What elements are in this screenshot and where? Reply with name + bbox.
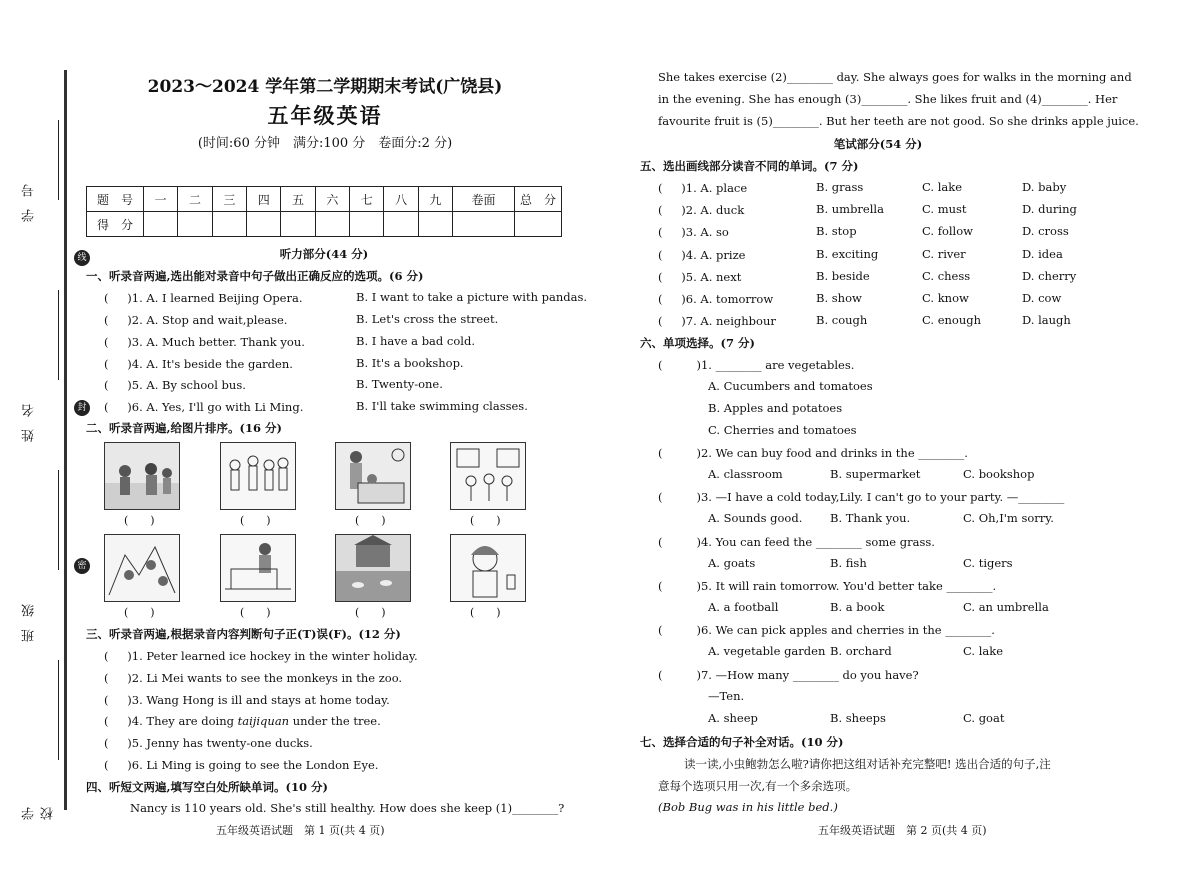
score-input-cell[interactable] bbox=[418, 212, 452, 237]
classroom-picture bbox=[450, 442, 526, 510]
score-input-cell[interactable] bbox=[247, 212, 281, 237]
class-line bbox=[58, 470, 59, 570]
s2-paren-7[interactable]: ( ) bbox=[355, 606, 386, 619]
s5-row-4-col-4: D. idea bbox=[1022, 246, 1063, 261]
sick-in-bed-picture bbox=[335, 442, 411, 510]
s6-q7-answer: —Ten. bbox=[708, 689, 745, 703]
s6-q4-opt-c: C. tigers bbox=[963, 556, 1013, 570]
s6-q3-opt-b: B. Thank you. bbox=[830, 511, 911, 525]
s5-row-7-col-2: B. cough bbox=[816, 313, 868, 328]
section-4-title: 四、听短文两遍,填写空白处所缺单词。(10 分) bbox=[86, 780, 328, 794]
s5-row-3-col-4: D. cross bbox=[1022, 224, 1069, 239]
s6-q6-opt-b: B. orchard bbox=[830, 644, 892, 658]
s4-line-2: She takes exercise (2)________ day. She always goes for walks in the morning and bbox=[658, 70, 1132, 84]
score-cell: 得 分 bbox=[87, 212, 144, 237]
s2-paren-8[interactable]: ( ) bbox=[470, 606, 501, 619]
student-id-label: 学 号 bbox=[22, 180, 37, 223]
s1-item-5b: B. Twenty-one. bbox=[356, 377, 443, 391]
s5-row-3-col-1: ( )3. A. so bbox=[658, 225, 729, 240]
s6-q7-opt-b: B. sheeps bbox=[830, 711, 886, 725]
section-2-title: 二、听录音两遍,给图片排序。(16 分) bbox=[86, 421, 282, 435]
s7-intro-1: 读一读,小虫鲍勃怎么啦?请你把这组对话补充完整吧! 选出合适的句子,注 bbox=[684, 757, 1051, 771]
s6-q3-opt-c: C. Oh,I'm sorry. bbox=[963, 511, 1054, 525]
score-input-cell[interactable] bbox=[281, 212, 315, 237]
s5-row-6-col-3: C. know bbox=[922, 291, 969, 305]
s3-item-4 bbox=[104, 713, 381, 729]
score-cell: 题 号 bbox=[87, 187, 144, 212]
s6-q6-opt-a: A. vegetable garden bbox=[708, 644, 826, 658]
school-line bbox=[58, 660, 59, 760]
s6-q4: ( )4. You can feed the ________ some grass. bbox=[658, 535, 935, 549]
score-cell: 八 bbox=[384, 187, 418, 212]
s5-row-4-col-1: ( )4. A. prize bbox=[658, 247, 746, 262]
score-cell: 卷面 bbox=[453, 187, 515, 212]
s3-item-1: ( )1. Peter learned ice hockey in the winter holiday. bbox=[104, 649, 418, 663]
score-cell: 七 bbox=[350, 187, 384, 212]
s1-item-2b: B. Let's cross the street. bbox=[356, 312, 499, 326]
s2-paren-3[interactable]: ( ) bbox=[355, 514, 386, 527]
section-5-title: 五、选出画线部分读音不同的单词。(7 分) bbox=[640, 159, 859, 173]
s5-row-3-col-3: C. follow bbox=[922, 224, 974, 239]
s5-row-1-col-3: C. lake bbox=[922, 180, 963, 194]
score-table-score-row bbox=[87, 212, 562, 237]
drawing-picture bbox=[220, 534, 296, 602]
s5-row-2-col-3: C. must bbox=[922, 202, 967, 217]
score-cell: 一 bbox=[144, 187, 178, 212]
score-table bbox=[86, 186, 562, 237]
s3-item-4-pre: ( )4. They are doing bbox=[104, 714, 238, 728]
s6-q5-opt-a: A. a football bbox=[708, 600, 779, 614]
s5-row-1-col-2: B. grass bbox=[816, 180, 864, 194]
s5-row-1-col-4: D. baby bbox=[1022, 180, 1067, 194]
s4-line-4: favourite fruit is (5)________. But her teeth are not good. So she drinks apple juice. bbox=[658, 114, 1139, 128]
section-1-title: 一、听录音两遍,选出能对录音中句子做出正确反应的选项。(6 分) bbox=[86, 269, 424, 283]
section-3-title: 三、听录音两遍,根据录音内容判断句子正(T)误(F)。(12 分) bbox=[86, 627, 401, 641]
s2-paren-4[interactable]: ( ) bbox=[470, 514, 501, 527]
binding-margin bbox=[18, 60, 87, 820]
s6-q2-opt-a: A. classroom bbox=[708, 467, 783, 481]
s1-item-4a: ( )4. A. It's beside the garden. bbox=[104, 357, 293, 371]
s5-row-2-col-2: B. umbrella bbox=[816, 202, 884, 217]
s6-q5-opt-b: B. a book bbox=[830, 600, 885, 614]
s5-row-5-col-3: C. chess bbox=[922, 268, 971, 283]
s5-row-5-col-4: D. cherry bbox=[1022, 268, 1077, 283]
score-input-cell[interactable] bbox=[315, 212, 349, 237]
s6-q1-opt-a: A. Cucumbers and tomatoes bbox=[708, 379, 873, 393]
s6-q6-opt-c: C. lake bbox=[963, 644, 1004, 658]
s5-row-1-col-1: ( )1. A. place bbox=[658, 181, 748, 195]
s5-row-6-col-2: B. show bbox=[816, 291, 862, 305]
exam-title: 2023～2024 学年第二学期期末考试(广饶县) bbox=[147, 77, 503, 97]
score-input-cell[interactable] bbox=[178, 212, 212, 237]
score-input-cell[interactable] bbox=[350, 212, 384, 237]
s5-row-2-col-4: D. during bbox=[1022, 202, 1077, 217]
s6-q2-opt-c: C. bookshop bbox=[963, 467, 1035, 481]
girl-thinking-picture bbox=[450, 534, 526, 602]
score-cell: 九 bbox=[418, 187, 452, 212]
s2-paren-6[interactable]: ( ) bbox=[240, 606, 271, 619]
subject-title: 五年级英语 bbox=[267, 103, 383, 128]
monkeys-picture bbox=[104, 534, 180, 602]
opera-scene-picture bbox=[104, 442, 180, 510]
s6-q5: ( )5. It will rain tomorrow. You'd better take ________. bbox=[658, 579, 997, 593]
s5-row-7-col-3: C. enough bbox=[922, 313, 982, 328]
score-cell: 四 bbox=[247, 187, 281, 212]
s6-q4-opt-b: B. fish bbox=[830, 556, 867, 570]
writing-heading: 笔试部分(54 分) bbox=[833, 137, 923, 151]
s3-item-4-post: under the tree. bbox=[289, 714, 381, 728]
s7-intro-2: 意每个选项只用一次,有一个多余选项。 bbox=[658, 779, 858, 793]
s1-item-6a: ( )6. A. Yes, I'll go with Li Ming. bbox=[104, 400, 304, 414]
s3-item-4-italic: taijiquan bbox=[237, 714, 290, 728]
seal-mi: 密 bbox=[74, 558, 90, 574]
s5-row-3-col-2: B. stop bbox=[816, 224, 857, 239]
s4-line-3: in the evening. She has enough (3)________. She likes fruit and (4)________. Her bbox=[658, 92, 1118, 106]
score-input-cell[interactable] bbox=[515, 212, 562, 237]
s1-item-6b: B. I'll take swimming classes. bbox=[356, 399, 528, 413]
score-input-cell[interactable] bbox=[212, 212, 246, 237]
score-cell: 二 bbox=[178, 187, 212, 212]
s3-item-3: ( )3. Wang Hong is ill and stays at home today. bbox=[104, 693, 390, 707]
s5-row-4-col-2: B. exciting bbox=[816, 246, 879, 261]
student-id-line bbox=[58, 120, 59, 200]
seal-line: 线 bbox=[74, 250, 90, 266]
section-6-title: 六、单项选择。(7 分) bbox=[640, 336, 755, 350]
s1-item-3b: B. I have a bad cold. bbox=[356, 334, 475, 348]
s6-q3-opt-a: A. Sounds good. bbox=[708, 511, 803, 525]
s6-q7: ( )7. —How many ________ do you have? bbox=[658, 668, 919, 682]
family-picture bbox=[220, 442, 296, 510]
s1-item-1a: ( )1. A. I learned Beijing Opera. bbox=[104, 291, 303, 305]
score-table-header-row bbox=[87, 187, 562, 212]
score-cell: 总 分 bbox=[515, 187, 562, 212]
score-cell: 六 bbox=[315, 187, 349, 212]
seal-feng: 封 bbox=[74, 400, 90, 416]
score-input-cell[interactable] bbox=[384, 212, 418, 237]
score-input-cell[interactable] bbox=[144, 212, 178, 237]
s5-row-2-col-1: ( )2. A. duck bbox=[658, 203, 745, 218]
s5-row-7-col-4: D. laugh bbox=[1022, 313, 1071, 328]
s6-q1-opt-c: C. Cherries and tomatoes bbox=[708, 423, 857, 437]
s5-row-4-col-3: C. river bbox=[922, 246, 966, 261]
s5-row-6-col-4: D. cow bbox=[1022, 291, 1062, 305]
s5-row-6-col-1: ( )6. A. tomorrow bbox=[658, 292, 774, 306]
s1-item-5a: ( )5. A. By school bus. bbox=[104, 378, 246, 392]
s2-paren-5[interactable]: ( ) bbox=[124, 606, 155, 619]
s6-q1-opt-b: B. Apples and potatoes bbox=[708, 401, 843, 415]
school-label: 学 校 bbox=[22, 803, 56, 820]
section-7-title: 七、选择合适的句子补全对话。(10 分) bbox=[640, 735, 844, 749]
s6-q1: ( )1. ________ are vegetables. bbox=[658, 358, 855, 372]
s5-row-7-col-1: ( )7. A. neighbour bbox=[658, 314, 776, 329]
s6-q5-opt-c: C. an umbrella bbox=[963, 600, 1049, 614]
exam-info: (时间:60 分钟 满分:100 分 卷面分:2 分) bbox=[197, 136, 453, 151]
s6-q3: ( )3. —I have a cold today,Lily. I can't go to your party. —________ bbox=[658, 490, 1065, 504]
binding-line bbox=[64, 70, 67, 810]
s4-line-1: Nancy is 110 years old. She's still healthy. How does she keep (1)________? bbox=[130, 801, 565, 815]
s6-q2: ( )2. We can buy food and drinks in the ________. bbox=[658, 446, 968, 460]
s6-q7-opt-c: C. goat bbox=[963, 711, 1005, 725]
footer-left: 五年级英语试题 第 1 页(共 4 页) bbox=[216, 824, 385, 837]
s1-item-2a: ( )2. A. Stop and wait,please. bbox=[104, 313, 288, 327]
s2-paren-1[interactable]: ( ) bbox=[124, 514, 155, 527]
s5-row-5-col-2: B. beside bbox=[816, 268, 870, 283]
name-line bbox=[58, 290, 59, 380]
s6-q4-opt-a: A. goats bbox=[708, 556, 756, 570]
footer-right: 五年级英语试题 第 2 页(共 4 页) bbox=[818, 824, 987, 837]
s1-item-3a: ( )3. A. Much better. Thank you. bbox=[104, 335, 305, 349]
score-input-cell[interactable] bbox=[453, 212, 515, 237]
listening-heading: 听力部分(44 分) bbox=[279, 247, 369, 261]
s3-item-6: ( )6. Li Ming is going to see the London Eye. bbox=[104, 758, 379, 772]
s3-item-5: ( )5. Jenny has twenty-one ducks. bbox=[104, 736, 313, 750]
class-label: 班 级 bbox=[22, 600, 37, 643]
score-cell: 五 bbox=[281, 187, 315, 212]
s2-paren-2[interactable]: ( ) bbox=[240, 514, 271, 527]
park-picture bbox=[335, 534, 411, 602]
s1-item-1b: B. I want to take a picture with pandas. bbox=[356, 290, 588, 304]
s6-q7-opt-a: A. sheep bbox=[708, 711, 758, 725]
name-label: 姓 名 bbox=[22, 400, 37, 443]
s1-item-4b: B. It's a bookshop. bbox=[356, 356, 464, 370]
s6-q6: ( )6. We can pick apples and cherries in the ________. bbox=[658, 623, 995, 637]
s6-q2-opt-b: B. supermarket bbox=[830, 467, 921, 481]
s7-quote: (Bob Bug was in his little bed.) bbox=[658, 800, 838, 814]
score-cell: 三 bbox=[212, 187, 246, 212]
s5-row-5-col-1: ( )5. A. next bbox=[658, 269, 742, 284]
s3-item-2: ( )2. Li Mei wants to see the monkeys in the zoo. bbox=[104, 671, 403, 685]
